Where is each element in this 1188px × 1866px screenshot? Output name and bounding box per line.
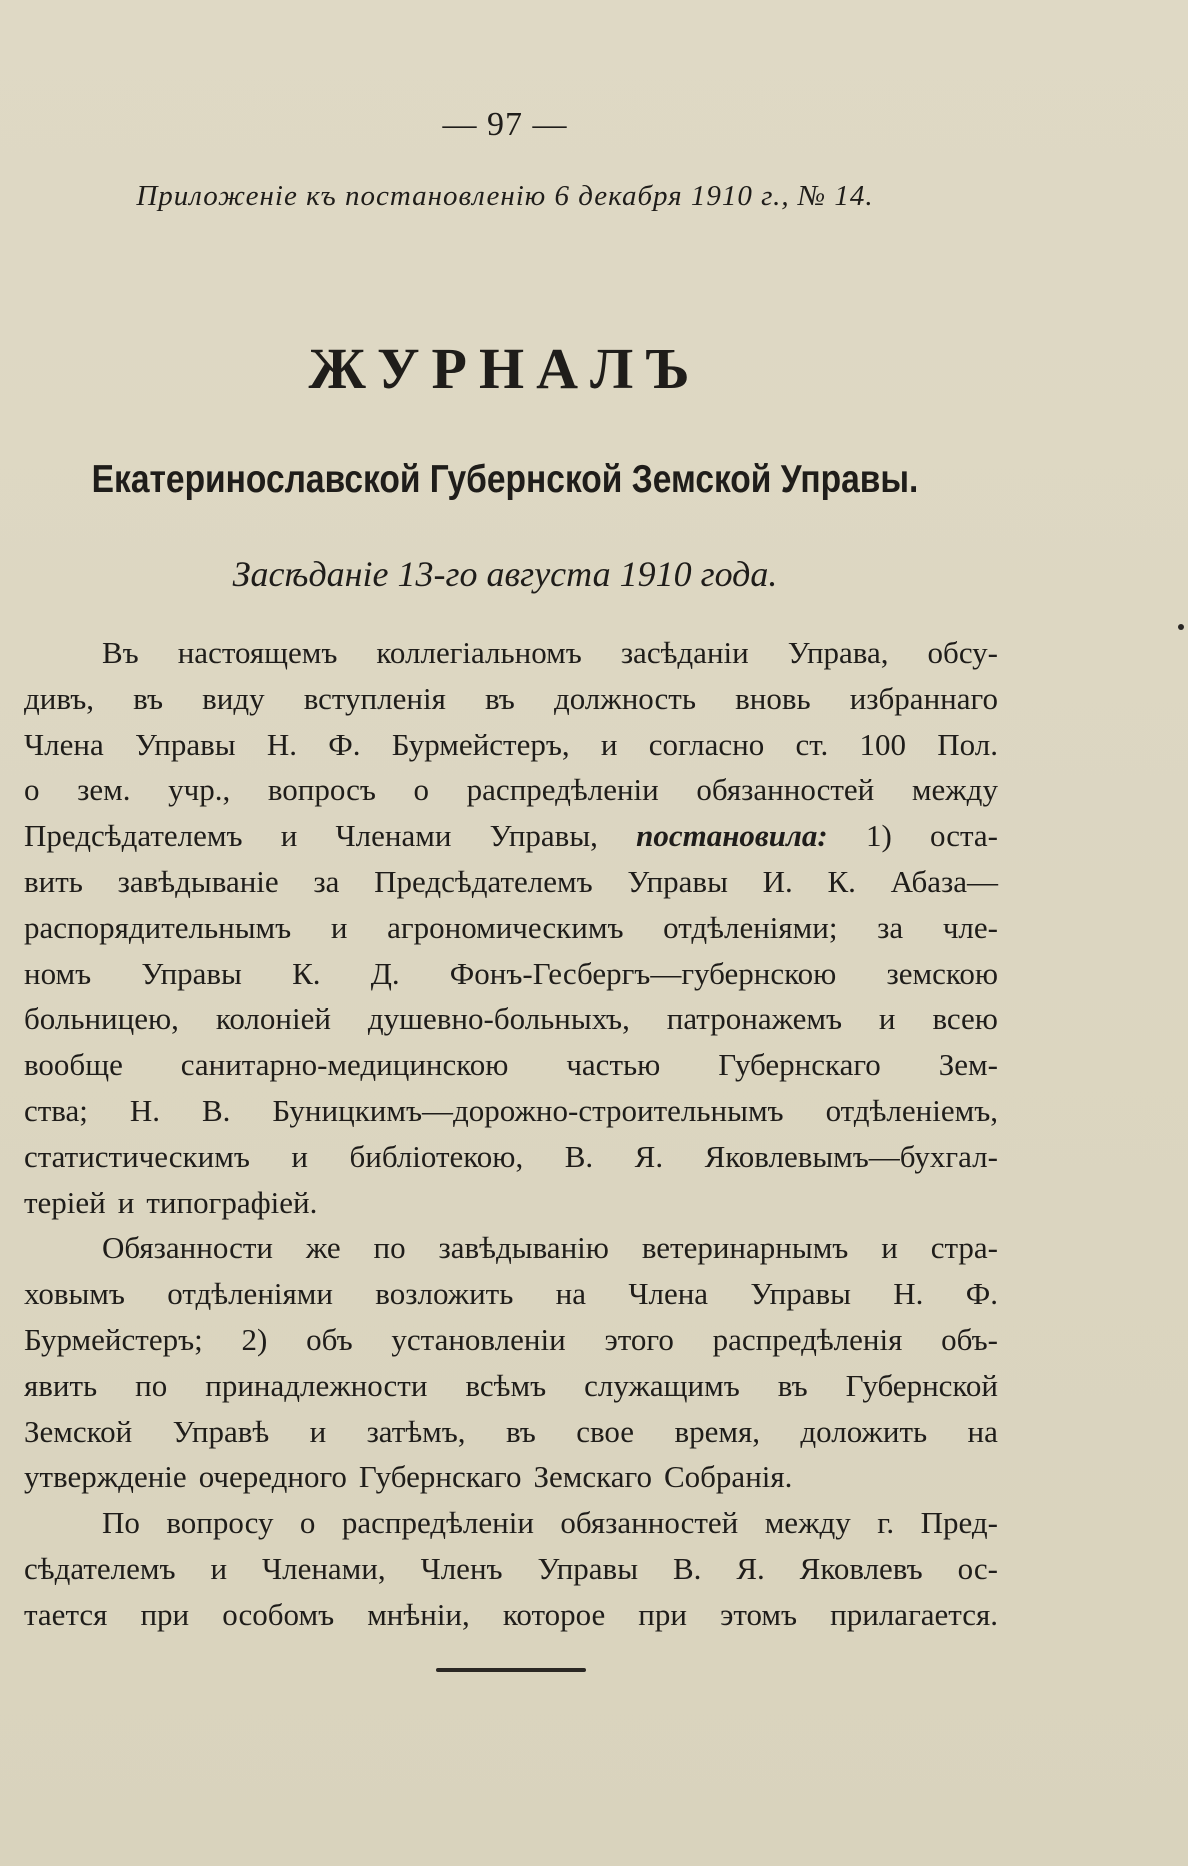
word: Губернской bbox=[845, 1367, 998, 1403]
word: затѣмъ, bbox=[366, 1413, 466, 1449]
word: 100 bbox=[859, 726, 906, 762]
text-line bbox=[24, 722, 998, 768]
word: этого bbox=[604, 1321, 674, 1357]
print-speck bbox=[1178, 624, 1184, 630]
text-line bbox=[24, 676, 998, 722]
word: въ bbox=[133, 680, 164, 716]
word: Управы bbox=[750, 1276, 851, 1312]
word: Въ bbox=[102, 635, 139, 670]
word: Управѣ bbox=[172, 1413, 270, 1449]
word: при bbox=[140, 1596, 190, 1632]
body-text bbox=[24, 630, 998, 1638]
word: дивъ, bbox=[24, 680, 95, 716]
word: агрономическимъ bbox=[387, 909, 624, 945]
word: установленіи bbox=[391, 1321, 566, 1357]
word: Абаза— bbox=[890, 863, 998, 899]
word: номъ bbox=[24, 955, 92, 991]
word: и bbox=[210, 1550, 228, 1586]
word: мнѣніи, bbox=[367, 1596, 470, 1632]
word: вопросу bbox=[166, 1505, 274, 1541]
word: при bbox=[638, 1596, 687, 1632]
word: Н. bbox=[893, 1276, 924, 1312]
word: В. bbox=[672, 1550, 702, 1586]
word: Ф. bbox=[965, 1276, 998, 1312]
word: по bbox=[135, 1367, 168, 1403]
word: всею bbox=[932, 1001, 998, 1037]
text-line bbox=[24, 1592, 998, 1638]
word: отдѣленіями bbox=[167, 1276, 333, 1312]
word: вить bbox=[24, 863, 83, 899]
word: завѣдываніе bbox=[117, 863, 279, 899]
word: библіотекою, bbox=[349, 1138, 524, 1174]
word: Предсѣдателемъ bbox=[24, 818, 243, 854]
word: служащимъ bbox=[584, 1367, 740, 1403]
word: К. bbox=[827, 863, 856, 899]
word: Предсѣдателемъ bbox=[374, 863, 593, 899]
word: Пред- bbox=[920, 1505, 998, 1541]
word: согласно bbox=[648, 726, 765, 762]
word: по bbox=[373, 1230, 406, 1266]
word: душевно-больныхъ, bbox=[367, 1001, 630, 1037]
word: колоніей bbox=[215, 1001, 331, 1037]
text-line bbox=[24, 996, 998, 1042]
word: виду bbox=[202, 680, 265, 716]
word: В. bbox=[202, 1092, 231, 1128]
word: г. bbox=[877, 1505, 895, 1541]
word: Д. bbox=[370, 955, 400, 991]
word: Н. bbox=[129, 1092, 161, 1128]
word: обязанностей bbox=[560, 1505, 739, 1541]
word: зем. bbox=[77, 772, 131, 808]
word: ховымъ bbox=[24, 1276, 125, 1312]
word: въ bbox=[505, 1413, 536, 1449]
text-line bbox=[24, 1180, 998, 1226]
word: и bbox=[330, 909, 348, 945]
word: учр., bbox=[168, 772, 231, 808]
word: Членъ bbox=[420, 1550, 503, 1586]
word: Н. bbox=[266, 726, 297, 762]
text-line bbox=[24, 1546, 998, 1592]
word: теріей bbox=[24, 1184, 106, 1220]
word: Земскаго bbox=[533, 1459, 652, 1495]
word: земскою bbox=[886, 955, 998, 991]
word: явить bbox=[24, 1367, 98, 1403]
word: статистическимъ bbox=[24, 1138, 250, 1174]
closing-rule bbox=[436, 1668, 586, 1672]
word: утвержденіе bbox=[24, 1459, 187, 1495]
word: и bbox=[291, 1138, 308, 1174]
word: между bbox=[911, 772, 998, 808]
text-line bbox=[24, 1500, 998, 1546]
word: отдѣленіями; bbox=[663, 909, 838, 945]
word: за bbox=[313, 863, 340, 899]
word: Управа, bbox=[787, 635, 889, 670]
word: и bbox=[881, 1230, 898, 1266]
word: въ bbox=[777, 1367, 808, 1403]
word: вообще bbox=[24, 1047, 123, 1083]
word: обсу- bbox=[927, 635, 998, 670]
word: возложить bbox=[375, 1276, 514, 1312]
word: и bbox=[280, 818, 298, 854]
word: обязанностей bbox=[696, 772, 875, 808]
word: сѣдателемъ bbox=[24, 1550, 176, 1586]
word: Членами, bbox=[261, 1550, 386, 1586]
word: В. bbox=[564, 1138, 594, 1174]
word: доложить bbox=[800, 1413, 928, 1449]
word: принадлежности bbox=[205, 1367, 428, 1403]
text-line bbox=[24, 813, 998, 859]
word: свое bbox=[576, 1413, 635, 1449]
word: и bbox=[600, 726, 618, 762]
word: Зем- bbox=[938, 1047, 998, 1083]
text-line bbox=[24, 951, 998, 997]
word: и bbox=[309, 1413, 327, 1449]
word: вновь bbox=[735, 680, 811, 716]
text-line bbox=[24, 767, 998, 813]
word: Губернскаго bbox=[358, 1459, 522, 1495]
word: Бурмейстеръ; bbox=[24, 1321, 203, 1357]
word: и bbox=[117, 1184, 135, 1220]
word: за bbox=[877, 909, 904, 945]
word: распорядительнымъ bbox=[24, 909, 292, 945]
word: распредѣленіи bbox=[466, 772, 659, 808]
word: чле- bbox=[942, 909, 998, 945]
text-line bbox=[24, 1088, 998, 1134]
word: распредѣленіи bbox=[341, 1505, 534, 1541]
word: и bbox=[878, 1001, 896, 1037]
word: постановила: bbox=[636, 818, 828, 854]
word: Пол. bbox=[937, 726, 998, 762]
word: Ф. bbox=[328, 726, 361, 762]
word: на bbox=[967, 1413, 998, 1449]
word: санитарно-медицинскою bbox=[180, 1047, 509, 1083]
document-title: ЖУРНАЛЪ bbox=[308, 336, 702, 401]
word: настоящемъ bbox=[177, 635, 338, 670]
word: 1) bbox=[865, 818, 892, 854]
word: избраннаго bbox=[849, 680, 998, 716]
text-line bbox=[24, 1225, 998, 1271]
word: Я. bbox=[736, 1550, 765, 1586]
text-line bbox=[24, 1271, 998, 1317]
word: Бурмейстеръ, bbox=[391, 726, 570, 762]
word: засѣданіи bbox=[620, 635, 749, 670]
text-line bbox=[24, 630, 998, 676]
word: Губернскаго bbox=[718, 1047, 881, 1083]
word: 2) bbox=[241, 1321, 268, 1357]
word: Буницкимъ—дорожно-строительнымъ bbox=[272, 1092, 784, 1128]
word: Собранія. bbox=[663, 1459, 793, 1495]
word: ства; bbox=[24, 1092, 88, 1128]
word: вступленія bbox=[303, 680, 446, 716]
word: прилагается. bbox=[830, 1596, 998, 1632]
word: Управы bbox=[537, 1550, 639, 1586]
word: же bbox=[305, 1230, 341, 1266]
word: ст. bbox=[795, 726, 829, 762]
word: особомъ bbox=[222, 1596, 335, 1632]
word: оста- bbox=[929, 818, 998, 854]
word: объ bbox=[306, 1321, 353, 1357]
word: завѣдыванію bbox=[438, 1230, 609, 1266]
word: въ bbox=[484, 680, 515, 716]
word: тается bbox=[24, 1596, 108, 1632]
text-line bbox=[24, 1363, 998, 1409]
word: По bbox=[102, 1505, 140, 1541]
word: Земской bbox=[24, 1413, 133, 1449]
word: Яковлевъ bbox=[799, 1550, 923, 1586]
word: Управы bbox=[135, 726, 236, 762]
word: Управы bbox=[627, 863, 728, 899]
word: вопросъ bbox=[267, 772, 376, 808]
word: о bbox=[299, 1505, 316, 1541]
text-line bbox=[24, 1454, 998, 1500]
word: Членами bbox=[335, 818, 452, 854]
word: ветеринарнымъ bbox=[641, 1230, 849, 1266]
word: Члена bbox=[24, 726, 104, 762]
word: типографіей. bbox=[146, 1184, 318, 1220]
word: распредѣленія bbox=[712, 1321, 903, 1357]
appendix-note: Приложеніе къ постановленію 6 декабря 1910 г., № 14. bbox=[136, 180, 874, 212]
word: между bbox=[764, 1505, 851, 1541]
word: стра- bbox=[930, 1230, 998, 1266]
word: частью bbox=[566, 1047, 661, 1083]
word: И. bbox=[762, 863, 793, 899]
word: которое bbox=[502, 1596, 606, 1632]
text-line bbox=[24, 1042, 998, 1088]
word: время, bbox=[674, 1413, 760, 1449]
word: этомъ bbox=[720, 1596, 798, 1632]
word: Обязанности bbox=[102, 1230, 273, 1266]
word: Управы bbox=[141, 955, 242, 991]
page-number: — 97 — bbox=[442, 106, 568, 143]
word: больницею, bbox=[24, 1001, 179, 1037]
word: на bbox=[555, 1276, 587, 1312]
word: должность bbox=[553, 680, 696, 716]
word: патронажемъ bbox=[666, 1001, 842, 1037]
text-line bbox=[24, 859, 998, 905]
text-line bbox=[24, 1409, 998, 1455]
word: всѣмъ bbox=[465, 1367, 547, 1403]
word: Фонъ-Гесбергъ—губернскою bbox=[449, 955, 837, 991]
word: о bbox=[24, 772, 40, 808]
word: коллегіальномъ bbox=[376, 635, 582, 670]
word: Я. bbox=[634, 1138, 664, 1174]
word: объ- bbox=[941, 1321, 998, 1357]
text-line bbox=[24, 1134, 998, 1180]
text-line bbox=[24, 1317, 998, 1363]
word: Яковлевымъ—бухгал- bbox=[704, 1138, 998, 1174]
word: Управы, bbox=[489, 818, 598, 854]
word: отдѣленіемъ, bbox=[825, 1092, 998, 1128]
text-line bbox=[24, 905, 998, 951]
word: К. bbox=[292, 955, 321, 991]
word: Члена bbox=[628, 1276, 709, 1312]
document-subtitle: Екатеринославской Губернской Земской Управы. bbox=[91, 458, 919, 501]
session-heading: Засѣданіе 13-го августа 1910 года. bbox=[232, 554, 778, 594]
word: ос- bbox=[957, 1550, 998, 1586]
word: о bbox=[413, 772, 430, 808]
word: очередного bbox=[198, 1459, 347, 1495]
